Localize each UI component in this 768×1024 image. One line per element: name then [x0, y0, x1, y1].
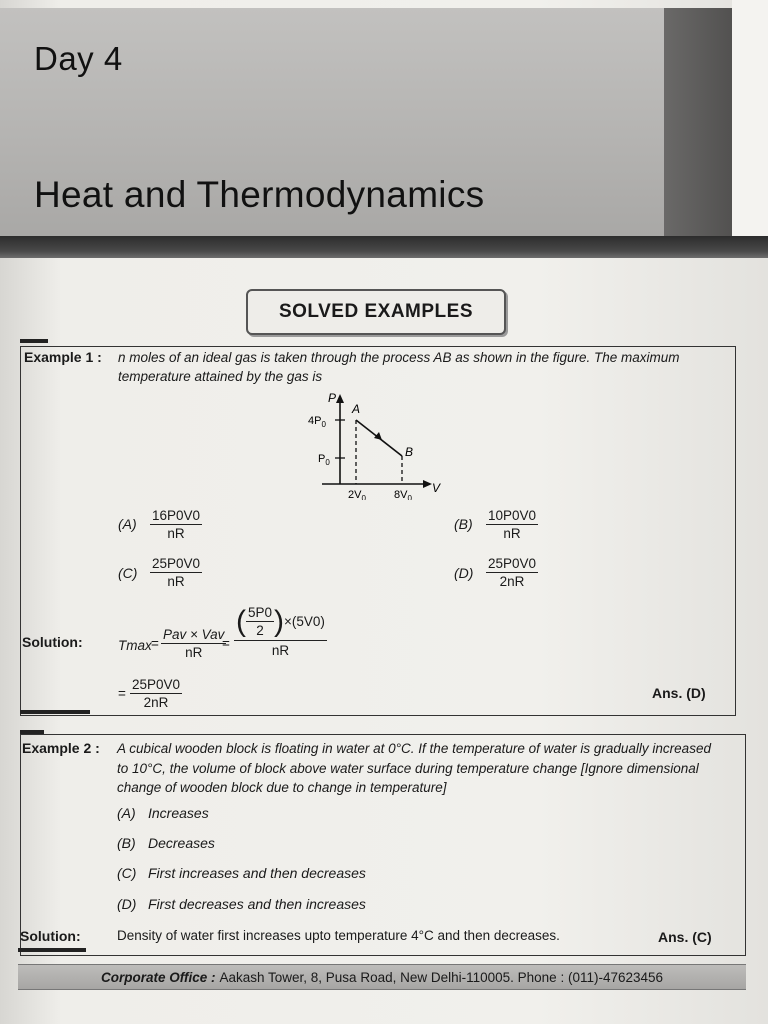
- footer-address: Aakash Tower, 8, Pusa Road, New Delhi-110005. Phone : (011)-47623456: [219, 969, 664, 985]
- day-title: Day 4: [34, 40, 123, 77]
- svg-text:8V0: [394, 489, 412, 500]
- pv-y-arrow: [336, 394, 344, 403]
- example1-label: Example 1 :: [24, 349, 102, 365]
- ex1-option-a-fraction: [150, 507, 202, 542]
- example1-solution-label: Solution:: [22, 634, 83, 650]
- pv-label-p: P: [328, 391, 337, 405]
- ex1-option-d-den: 2nR: [499, 574, 525, 589]
- example2-solution-text: Density of water first increases upto temperature 4°C and then decreases.: [117, 928, 560, 943]
- ex1-option-d-num: 25P0V0: [488, 556, 537, 571]
- solution-eq-2: =: [222, 636, 230, 651]
- ex2-option-a-key: (A): [117, 805, 136, 821]
- example2-solution-label: Solution:: [20, 928, 81, 944]
- solution-rhs-inner-fraction: [246, 604, 274, 639]
- pv-tick-label-8v-sub: 0: [407, 494, 412, 500]
- ex2-option-c-text: First increases and then decreases: [148, 865, 366, 881]
- paren-right: ): [274, 604, 285, 638]
- example2-question-line2: to 10°C, the volume of block above water surface during temperature change [Ignore dimensional: [117, 761, 699, 776]
- footer-lead: Corporate Office :: [100, 969, 216, 985]
- ex1-option-d-key: (D): [454, 565, 474, 581]
- ex2-option-a-text: Increases: [148, 805, 209, 821]
- header-page-edge: [732, 0, 768, 250]
- solution-eq-1: =: [151, 636, 159, 651]
- pv-tick-label-4p: 4P: [308, 415, 322, 427]
- pv-tick-label-2v: 2V: [348, 489, 362, 500]
- ex1-option-a-den: nR: [167, 526, 185, 541]
- ex1-option-d-fraction: [486, 555, 538, 590]
- example2-label: Example 2 :: [22, 740, 100, 756]
- ex1-option-b-fraction: [486, 507, 538, 542]
- solution-result-den: 2nR: [143, 695, 169, 710]
- ex2-option-c-key: (C): [117, 865, 137, 881]
- example1-answer: Ans. (D): [652, 685, 706, 701]
- example1-question-line2: temperature attained by the gas is: [118, 369, 323, 384]
- example1-question-line1: n moles of an ideal gas is taken through the process AB as shown in the figure. The maximum: [118, 350, 680, 365]
- pv-tick-label-8v: 8V: [394, 489, 408, 500]
- ex1-option-c-fraction: [150, 555, 202, 590]
- ex1-option-b-key: (B): [454, 516, 473, 532]
- example2-question-line1: A cubical wooden block is floating in water at 0°C. If the temperature of water is gradually increased: [117, 741, 711, 756]
- example1-tab-mark: [20, 339, 48, 343]
- pv-label-b: B: [405, 445, 414, 459]
- example1-bottom-mark: [20, 710, 90, 714]
- pv-label-a: A: [352, 402, 361, 416]
- solution-rhs-numerator: [234, 604, 327, 641]
- pv-tick-label-p: P: [318, 453, 326, 465]
- solution-rhs-times: ×(5V0): [284, 614, 325, 629]
- svg-text:P0: [318, 453, 330, 467]
- ex1-option-c-num: 25P0V0: [152, 556, 201, 571]
- solution-mid-den: nR: [185, 645, 203, 660]
- chapter-title: Heat and Thermodynamics: [34, 174, 485, 215]
- solution-result-num: 25P0V0: [132, 677, 181, 692]
- example2-bottom-mark: [18, 948, 86, 952]
- solution-rhs-inner-den: 2: [256, 623, 264, 638]
- solution-rhs-fraction: [234, 604, 327, 658]
- solution-rhs-inner-num: 5P0: [248, 605, 273, 620]
- ex1-option-b-den: nR: [503, 526, 521, 541]
- pv-diagram: [300, 390, 450, 500]
- ex1-option-a-key: (A): [118, 516, 137, 532]
- ex2-option-b-text: Decreases: [148, 835, 215, 851]
- paren-left: (: [236, 604, 246, 638]
- solution-result-fraction: [130, 676, 182, 711]
- ex1-option-c-den: nR: [167, 574, 185, 589]
- solution-eq-3: =: [118, 686, 126, 701]
- ex1-option-c-key: (C): [118, 565, 138, 581]
- pv-x-arrow: [423, 480, 432, 488]
- ex2-option-d-text: First decreases and then increases: [148, 896, 366, 912]
- corporate-office-footer: [18, 964, 746, 990]
- ex1-option-b-num: 10P0V0: [488, 508, 537, 523]
- example2-answer: Ans. (C): [658, 929, 712, 945]
- example2-question-line3: change of wooden block due to change in temperature]: [117, 780, 447, 795]
- header-side-block: [664, 8, 732, 236]
- solution-mid-num: Pav × Vav: [163, 627, 225, 642]
- solved-examples-badge: SOLVED EXAMPLES: [246, 289, 506, 335]
- solution-lhs: Tmax: [118, 638, 152, 653]
- pv-tick-label-2v-sub: 0: [361, 494, 366, 500]
- solution-mid-fraction: [161, 626, 226, 661]
- svg-text:2V0: [348, 489, 366, 500]
- pv-label-v: V: [432, 481, 441, 495]
- solution-rhs-den: nR: [271, 643, 290, 658]
- pv-tick-label-4p-sub: 0: [321, 420, 326, 429]
- svg-text:4P0: [308, 415, 326, 429]
- ex1-option-a-num: 16P0V0: [152, 508, 201, 523]
- ex2-option-b-key: (B): [117, 835, 136, 851]
- ex2-option-d-key: (D): [117, 896, 137, 912]
- header-divider-bar: [0, 236, 768, 258]
- pv-tick-label-p-sub: 0: [325, 458, 330, 467]
